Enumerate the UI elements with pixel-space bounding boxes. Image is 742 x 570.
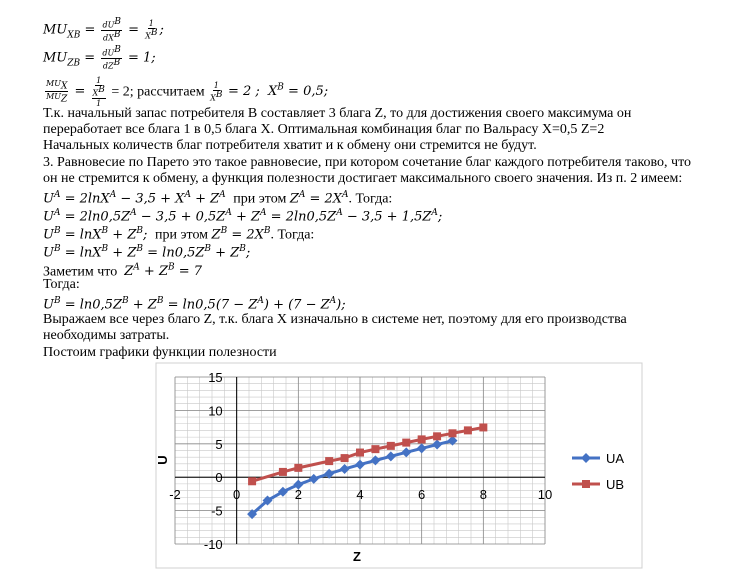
legend-label-ub: UB (606, 477, 625, 492)
equation-7: $U^B = \ln 0,5Z^B + Z^B = \ln 0,5(7 - Z^A) + (7 - Z^A)$; (43, 296, 346, 313)
ratio-text-a: = 2; рассчитаем (111, 84, 205, 100)
equation-3: $U^B = \ln X^B + Z^B$; при этом $Z^B = 2X^B$. Тогда: (43, 226, 315, 243)
x-tick-label: 8 (479, 487, 487, 503)
data-point-ua (309, 474, 319, 484)
ratio-text-b: = 2 ; $X^B = 0,5$; (227, 83, 329, 100)
data-point-ub (371, 445, 379, 453)
formula-ratio: $\frac{MU_X}{MU_Z}$ = $\frac{\frac{1}{X^B}}{1}$ = 2; рассчитаем $\frac{1}{X^B}$ = 2 ; $X^B = 0,5$; (46, 76, 329, 108)
formula-mu-xb: $MU_{XB}$ = $\frac{dU^B}{dX^B}$ = $\frac{1}{X^B}$ ; (43, 17, 164, 43)
data-point-ua (386, 451, 396, 461)
paragraph-5: он не стремится к обмену, а функция полезности достигает максимального своего значения. Из п. 2 имеем: (43, 171, 683, 186)
data-point-ub (341, 454, 349, 462)
paragraph-3: Начальных количеств благ потребителя хватит и к обмену они стремится не будут. (43, 138, 537, 153)
paragraph-7: необходимы затраты. (43, 328, 170, 343)
x-tick-label: 2 (294, 487, 302, 503)
y-tick-label: 15 (208, 370, 223, 385)
y-tick-label: 5 (215, 436, 223, 452)
data-point-ub (356, 449, 364, 457)
chart-series (247, 423, 487, 519)
equation-1: $U^A = 2\ln X^A - 3,5 + X^A + Z^A$ при этом $Z^A = 2X^A$. Тогда: (43, 190, 393, 207)
equation-2: $U^A = 2\ln 0,5Z^A - 3,5 + 0,5Z^A + Z^A = 2\ln 0,5Z^A - 3,5 + 1,5Z^A$; (43, 208, 443, 225)
legend-label-ua: UA (606, 451, 625, 466)
data-point-ua (432, 440, 442, 450)
legend-marker-ua (581, 453, 591, 463)
data-point-ub (325, 457, 333, 465)
data-point-ub (418, 435, 426, 443)
equation-4: $U^B = \ln X^B + Z^B = \ln 0,5Z^B + Z^B$; (43, 244, 251, 261)
data-point-ub (248, 477, 256, 485)
data-point-ub (479, 423, 487, 431)
y-tick-label: -10 (203, 537, 223, 552)
x-tick-label: 6 (418, 487, 426, 503)
data-point-ub (294, 464, 302, 472)
data-point-ua (340, 464, 350, 474)
formula-mu-zb: $MU_{ZB}$ = $\frac{dU^B}{dZ^B}$ = 1; (43, 45, 156, 71)
data-point-ua (355, 460, 365, 470)
data-point-ub (464, 426, 472, 434)
y-tick-label: -5 (211, 503, 223, 519)
x-tick-label: -2 (169, 487, 181, 503)
data-point-ua (417, 443, 427, 453)
x-tick-label: 0 (233, 487, 241, 503)
legend-marker-ub (582, 480, 590, 488)
data-point-ub (387, 442, 395, 450)
paragraph-2: переработает все блага 1 в 0,5 блага X. Оптимальная комбинация благ по Вальрасу X=0,5 Z=2 (43, 122, 605, 137)
x-tick-label: 10 (537, 487, 553, 503)
x-axis-title: Z (353, 549, 361, 564)
data-point-ub (433, 432, 441, 440)
data-point-ub (402, 439, 410, 447)
x-tick-label: 4 (356, 487, 364, 503)
data-point-ub (449, 429, 457, 437)
y-tick-label: 0 (215, 470, 223, 486)
equation-6: Тогда: (43, 277, 80, 292)
paragraph-4: 3. Равновесие по Парето это такое равновесие, при котором сочетание благ каждого потребителя таково, что (43, 155, 692, 170)
paragraph-6: Выражаем все через благо Z, т.к. блага X изначально в системе нет, поэтому для его производства (43, 312, 627, 327)
y-axis-title: U (155, 455, 170, 465)
data-point-ub (279, 468, 287, 476)
paragraph-8: Постоим графики функции полезности (43, 345, 277, 360)
data-point-ua (401, 447, 411, 457)
chart-legend (572, 451, 624, 492)
y-tick-label: 10 (208, 403, 223, 419)
equation-5: Заметим что $Z^A + Z^B = 7$ (43, 263, 203, 280)
paragraph-1: Т.к. начальный запас потребителя B составляет 3 блага Z, то для достижения своего максимума он (43, 106, 632, 121)
